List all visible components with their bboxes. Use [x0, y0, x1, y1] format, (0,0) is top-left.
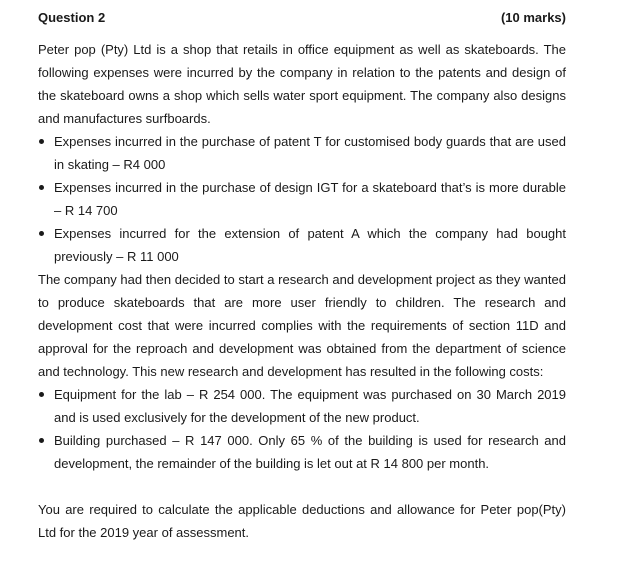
list-item [38, 429, 566, 475]
expenses-list [38, 130, 566, 268]
question-marks: (10 marks) [500, 10, 566, 25]
list-item-text: Expenses incurred for the extension of patent A which the company had bought previously – R 11 000 [54, 226, 566, 264]
list-item [38, 130, 566, 176]
question-document [38, 6, 566, 544]
list-item [38, 222, 566, 268]
list-item-text: Expenses incurred in the purchase of design IGT for a skateboard that’s is more durable – R 14 700 [54, 180, 566, 218]
research-paragraph: The company had then decided to start a research and development project as they wanted to produce skateboards that are more user friendly to children. The research and development cost that were incurred complies with the requirements of section 11D and approval for the reproach and development was obtained from the department of science and technology. This new research and development has resulted in the following costs: [38, 272, 566, 379]
spacer [38, 475, 566, 498]
list-item-text: Building purchased – R 147 000. Only 65 % of the building is used for research and development, the remainder of the building is let out at R 14 800 per month. [54, 433, 566, 471]
bullet-icon [39, 438, 44, 443]
question-header [38, 6, 566, 29]
bullet-icon [39, 139, 44, 144]
list-item [38, 176, 566, 222]
bullet-icon [39, 231, 44, 236]
list-item-text: Expenses incurred in the purchase of patent T for customised body guards that are used in skating – R4 000 [54, 134, 566, 172]
instruction-paragraph: You are required to calculate the applicable deductions and allowance for Peter pop(Pty) Ltd for the 2019 year of assessment. [38, 502, 566, 540]
bullet-icon [39, 392, 44, 397]
bullet-icon [39, 185, 44, 190]
intro-paragraph: Peter pop (Pty) Ltd is a shop that retails in office equipment as well as skateboards. The following expenses were incurred by the company in relation to the patents and design of the skateboard owns a shop which sells water sport equipment. The company also designs and manufactures surfboards. [38, 42, 566, 126]
list-item [38, 383, 566, 429]
question-title: Question 2 [38, 10, 106, 25]
list-item-text: Equipment for the lab – R 254 000. The equipment was purchased on 30 March 2019 and is used exclusively for the development of the new product. [54, 387, 566, 425]
costs-list [38, 383, 566, 475]
